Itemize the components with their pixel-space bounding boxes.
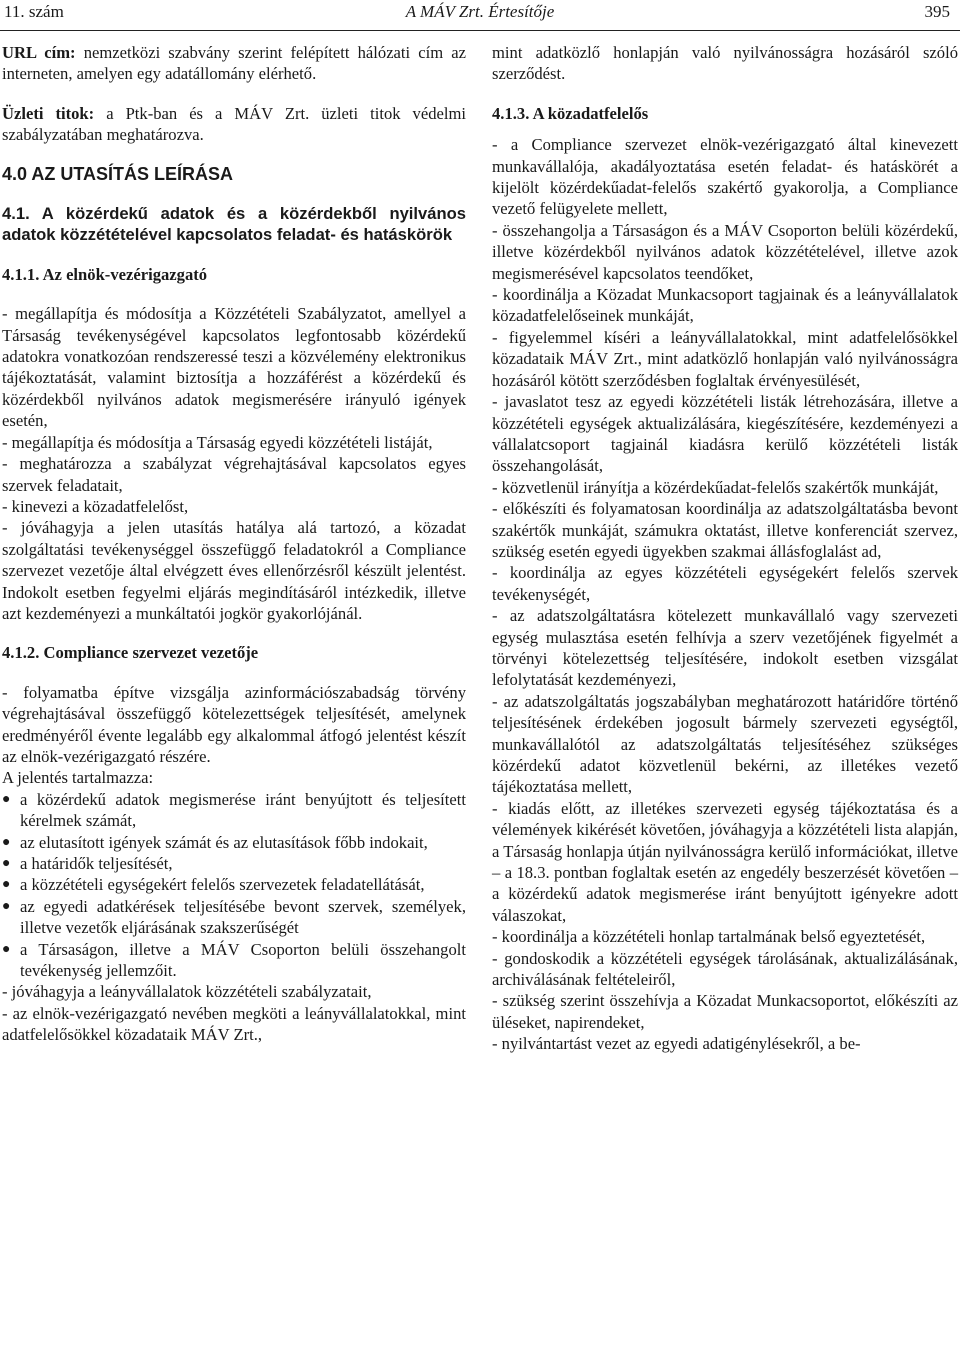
list-item: - kiadás előtt, az illetékes szervezeti egység tájékoztatása és a vélemények kikérését követően, jóváhagyja a közzétételi lista alapján, a Társaság honlapja útján nyilvánosságra kerülő információkat, illetve – a 18.3. pontban foglaltak esetén az engedély beszerzését követően – a közérdekű adatok megismerése iránt benyújtott igényekre adott válaszokat, bbox=[492, 798, 959, 925]
bullet-item: ● az egyedi adatkérések teljesítésébe bevont szervek, személyek, illetve vezetők eljárásának szakszerűségét bbox=[2, 896, 466, 938]
header-rule bbox=[0, 30, 960, 31]
list-item: - koordinálja az egyes közzétételi egységekért felelős szervek tevékenységét, bbox=[492, 563, 958, 604]
list-item: - kinevezi a közadatfelelőst, bbox=[2, 496, 189, 516]
list-item: - az adatszolgáltatásra kötelezett munkavállaló vagy szervezeti egység mulasztása esetén felhívja a szerv vezetőjének figyelmét a törvényi kötelezettség teljesítésére, indokolt esetben vizsgálat lefolytatását kezdeményezi, bbox=[492, 606, 958, 690]
list-item: - az elnök-vezérigazgató nevében megköti a leányvállalatokkal, mint adatfelelősökkel közadataik MÁV Zrt., bbox=[2, 1003, 466, 1045]
bullet-item: ● az elutasított igények számát és az elutasítások főbb indokait, bbox=[2, 832, 428, 852]
list-item: - jóváhagyja a leányvállalatok közzétételi szabályzatait, bbox=[2, 982, 372, 1002]
list-item: - az adatszolgáltatás jogszabályban meghatározott határidőre történő teljesítésének érdekében jogosult bármely szervezeti egységtől, munkavállalótól az adatszolgáltatás teljesítéséhez szükséges közérdekű adatot közvetlenül bekérni, az illetékes vezető tájékoztatása mellett, bbox=[492, 691, 958, 797]
page-header bbox=[0, 0, 960, 30]
section-title: 4.0 AZ UTASÍTÁS LEÍRÁSA bbox=[2, 163, 234, 184]
bullet-item: ● a közérdekű adatok megismerése iránt benyújtott és teljesített kérelmek számát, bbox=[2, 789, 466, 831]
bullet-item: ● a Társaságon, illetve a MÁV Csoporton belüli összehangolt tevékenység jellemzőit. bbox=[2, 939, 466, 981]
definition-trade-secret bbox=[2, 103, 466, 146]
list-item: - koordinálja a Közadat Munkacsoport tagjainak és a leányvállalatok közadatfelelőseinek munkáját, bbox=[492, 285, 958, 326]
list-item: - megállapítja és módosítja a Társaság egyedi közzétételi listáját, bbox=[2, 432, 433, 452]
list-item: - jóváhagyja a jelen utasítás hatálya alá tartozó, a közadat szolgáltatási tevékenységgel összefüggő feladatokról a Compliance szervezet vezetője által elvégzett éves ellenőrzésről készült jelentést. Indokolt esetben fegyelmi eljárás megindításáról intézkedik, illetve azt kezdeményezi a munkáltatói jogkör gyakorlójánál. bbox=[2, 518, 466, 623]
list-item: - gondoskodik a közzétételi egységek tárolásának, aktualizálásának, archiválásának feltételeiről, bbox=[492, 948, 958, 990]
list-item: - összehangolja a Társaságon és a MÁV Csoporton belüli közérdekű, illetve közérdekből nyilvános adatok közzétételével, illetve azok megismerésével kapcsolatos teendőket, bbox=[492, 220, 958, 283]
bullet-item: ● a közzétételi egységekért felelős szervezetek feladatellátását, bbox=[2, 875, 425, 895]
ceo-heading: 4.1.1. Az elnök-vezérigazgató bbox=[2, 264, 208, 284]
definition-term: URL cím: bbox=[2, 43, 76, 62]
list-item: - nyilvántartást vezet az egyedi adatigénylésekről, a be- bbox=[492, 1034, 861, 1054]
report-intro: A jelentés tartalmazza: bbox=[2, 768, 154, 788]
list-item: - közvetlenül irányítja a közérdekűadat-felelős szakértők munkáját, bbox=[492, 477, 939, 497]
compliance-heading: 4.1.2. Compliance szervezet vezetője bbox=[2, 643, 259, 663]
bullet-icon: ● bbox=[2, 856, 11, 871]
bullet-item: ● a határidők teljesítését, bbox=[2, 854, 173, 873]
list-item: - koordinálja a közzétételi honlap tartalmának belső egyeztetését, bbox=[492, 927, 926, 947]
list-item: - előkészíti és folyamatosan koordinálja az adatszolgáltatásba bevont szakértők munkáját, számukra oktatást, illetve konferenciát szervez, szükség esetén egyedi ügyekben szakmai állásfoglalást ad, bbox=[492, 499, 958, 561]
subsection-title: 4.1. A közérdekű adatok és a közérdekből nyilvános adatok közzétételével kapcsolatos feladat- és hatáskörök bbox=[2, 204, 466, 245]
bullet-icon: ● bbox=[2, 941, 11, 957]
compliance-paragraph: - folyamatba építve vizsgálja azinformációszabadság törvény végrehajtásával összefüggő kötelezettségek teljesítését, amelynek eredményéről évente legalább egy alkalommal átfogó jelentést készít az elnök-vezérigazgató részére. bbox=[2, 682, 466, 766]
issue-number: 11. szám bbox=[4, 2, 64, 21]
list-item: - meghatározza a szabályzat végrehajtásával kapcsolatos egyes szervek feladatait, bbox=[2, 454, 466, 495]
definition-url bbox=[2, 42, 466, 85]
officer-heading: 4.1.3. A közadatfelelős bbox=[492, 103, 649, 123]
bullet-icon: ● bbox=[2, 791, 11, 807]
bullet-icon: ● bbox=[2, 834, 11, 850]
list-item: - szükség szerint összehívja a Közadat Munkacsoportot, előkészíti az üléseket, napirendeket, bbox=[492, 991, 958, 1032]
left-column bbox=[2, 42, 466, 1046]
continuation-text: mint adatközlő honlapján való nyilvánosságra hozásáról szóló szerződést. bbox=[492, 43, 958, 84]
list-item: - a Compliance szervezet elnök-vezérigazgató által kinevezett munkavállalója, akadályoztatása esetén feladat- és hatáskörét a kijelölt közérdekűadat-felelős szakértő gyakorolja, a Compliance vezető felügyelete mellett, bbox=[492, 135, 958, 219]
list-item: - megállapítja és módosítja a Közzétételi Szabályzatot, amellyel a Társaság tevékenységével kapcsolatos legfontosabb közérdekű adatokra vonatkozóan rendszeressé teszi a közvélemény elektronikus tájékoztatását, valamint biztosítja a hozzáférést a közérdekű és közérdekből nyilvános adatok megismerésére irányuló igények esetén, bbox=[2, 304, 466, 431]
definition-term: Üzleti titok: bbox=[2, 103, 95, 123]
right-column bbox=[492, 42, 958, 1055]
page-number: 395 bbox=[924, 2, 950, 21]
list-item: - javaslatot tesz az egyedi közzétételi listák létrehozására, illetve a közzétételi egységek aktualizálására, kiegészítésére, kezdeményezi a vállalatcsoport tagjainál kiadásra kerülő közzétételi listák összehangolását, bbox=[492, 392, 958, 476]
definition-text: a Ptk-ban és a MÁV Zrt. üzleti titok védelmi szabályzatában meghatározva. bbox=[2, 103, 466, 145]
list-item: - figyelemmel kíséri a leányvállalatokkal, mint adatfelelősökkel közadataik MÁV Zrt., mint adatközlő honlapján való nyilvánosságra hozásáról kötött szerződésben foglaltak érvényesülését, bbox=[492, 327, 958, 390]
publication-title: A MÁV Zrt. Értesítője bbox=[405, 2, 555, 21]
bullet-icon: ● bbox=[2, 877, 11, 893]
bullet-icon: ● bbox=[2, 898, 11, 914]
definition-text: nemzetközi szabvány szerint felépített hálózati cím az interneten, amelyen egy adatállomány elérhető. bbox=[2, 43, 467, 84]
